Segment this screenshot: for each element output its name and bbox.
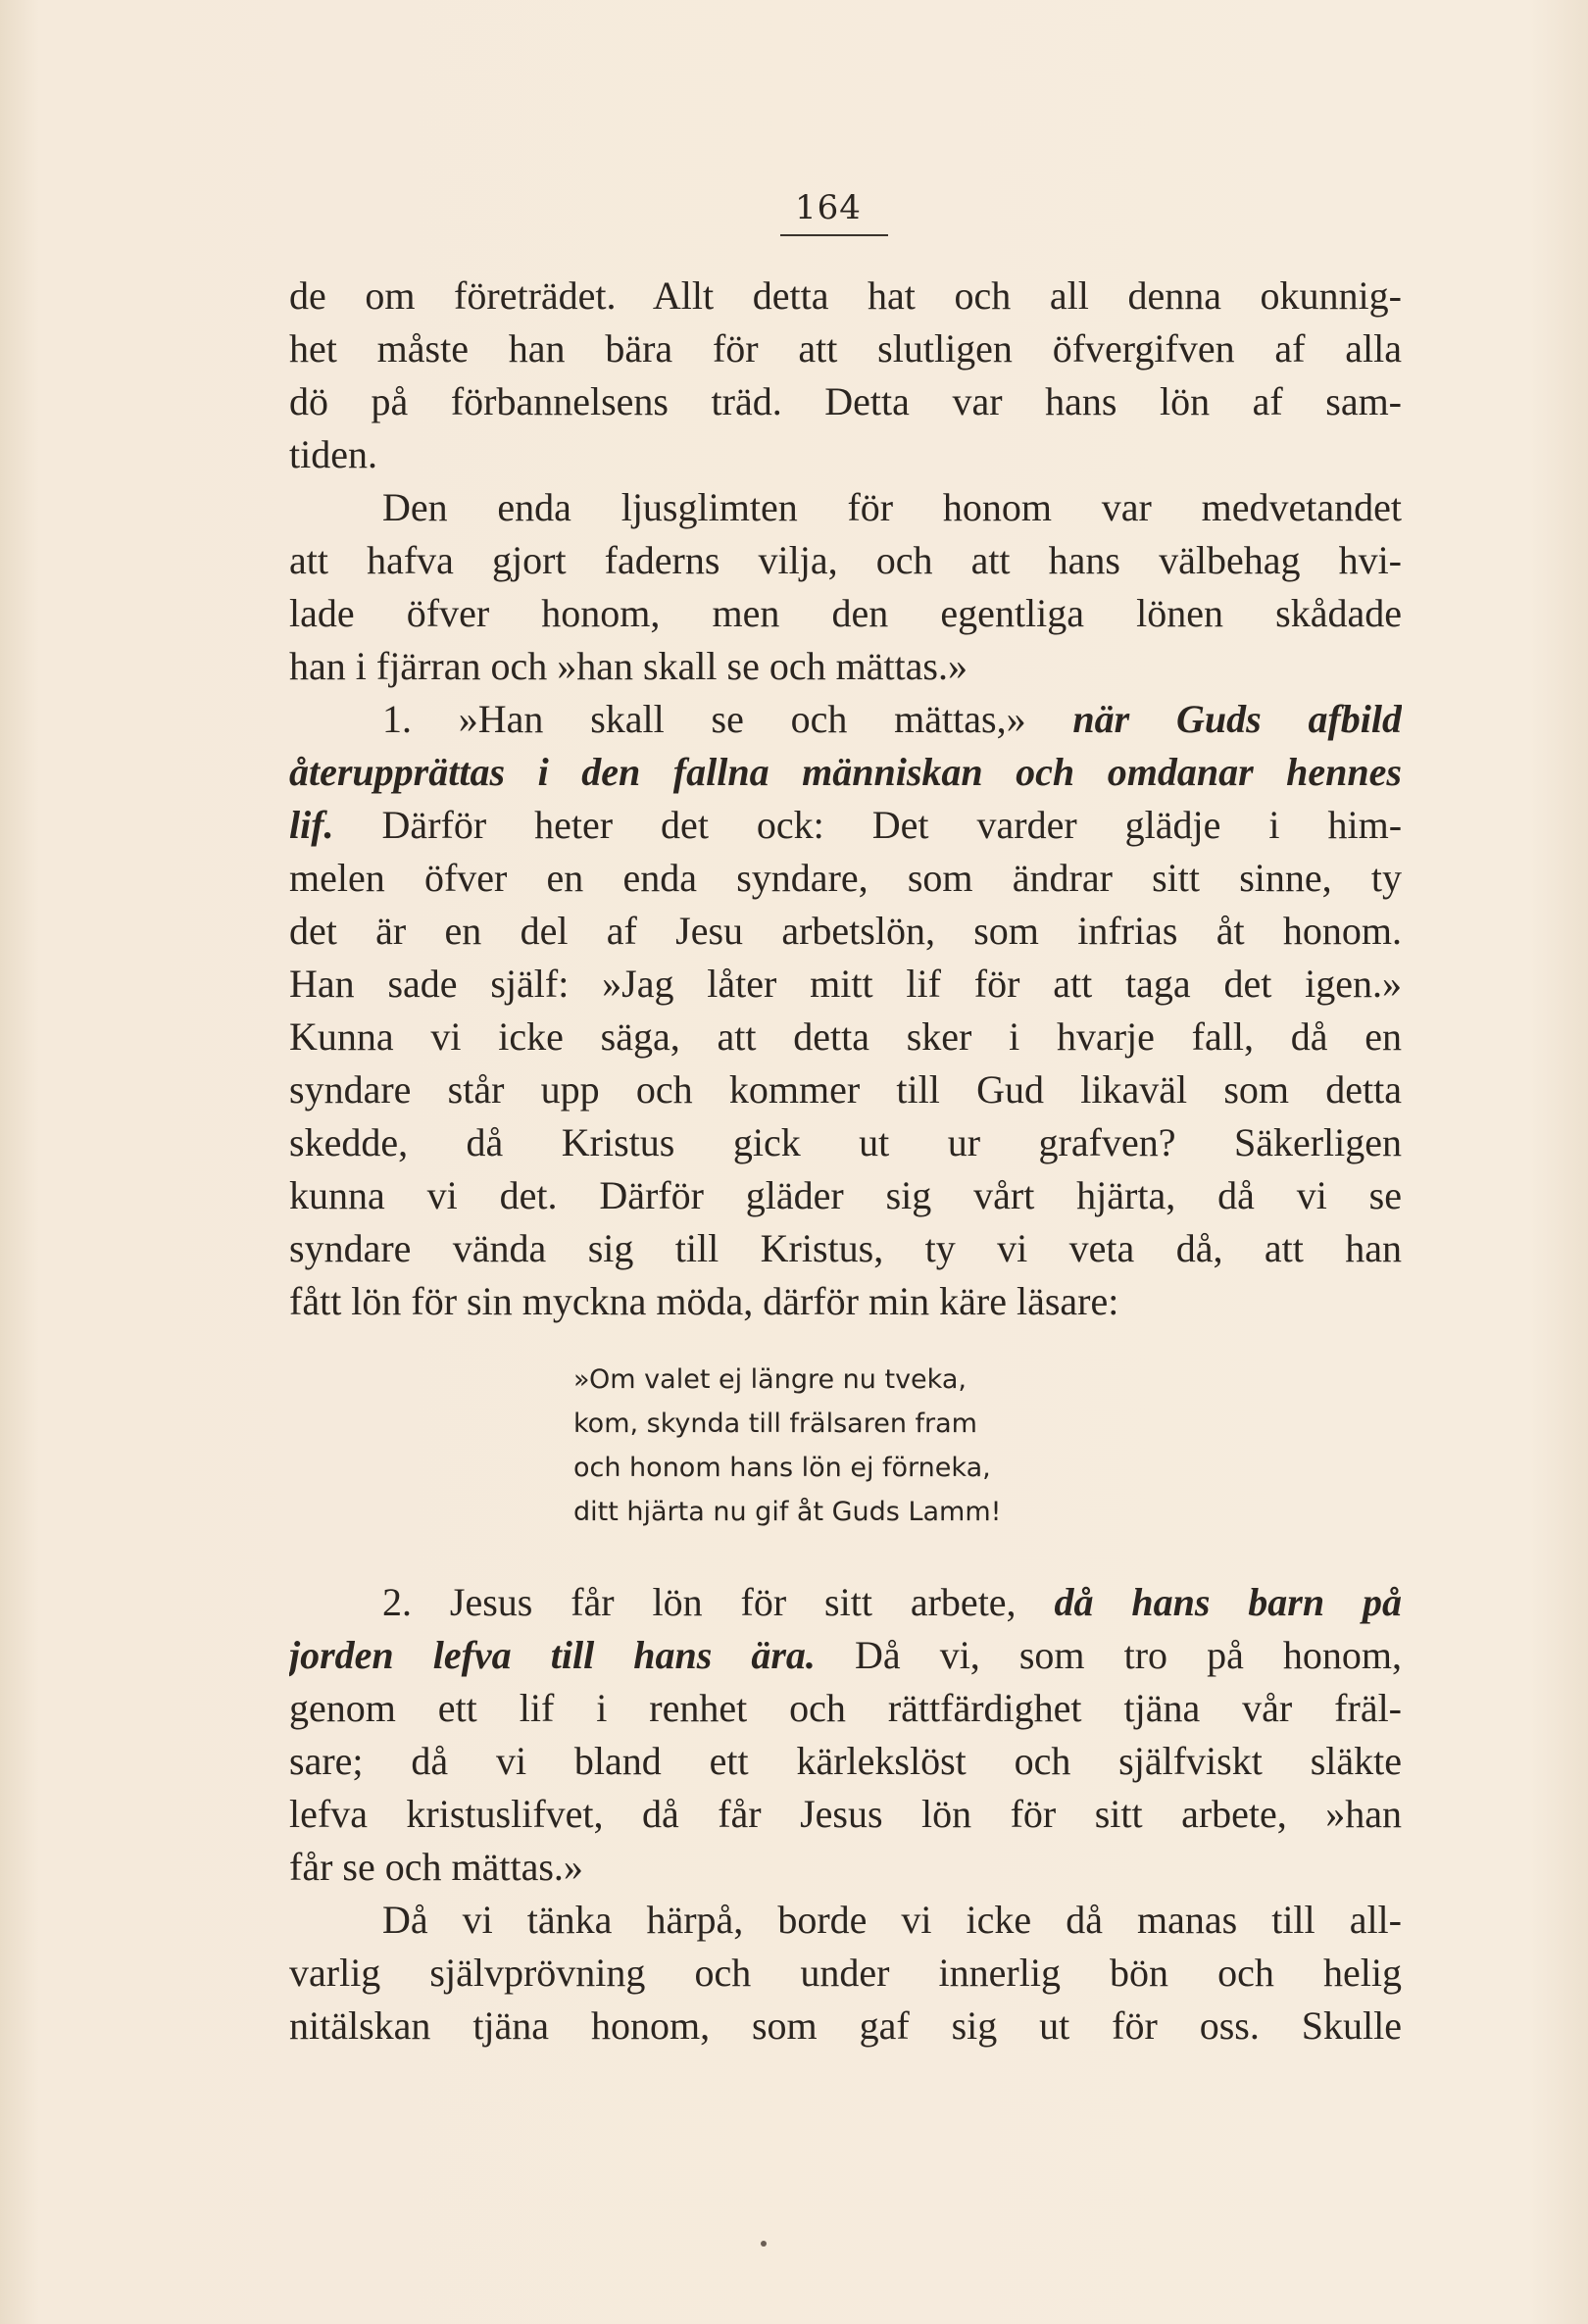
text-line: dö på förbannelsens träd. Detta var hans lön af sam- <box>289 379 1402 423</box>
ink-speck <box>761 2241 767 2247</box>
emphasis-text: när Guds afbild <box>1072 697 1402 741</box>
text-line: nitälskan tjäna honom, som gaf sig ut för oss. Skulle <box>289 2003 1402 2048</box>
text-line: lefva kristuslifvet, då får Jesus lön för sitt arbete, »han <box>289 1792 1402 1836</box>
text-line: får se och mättas.» <box>289 1845 583 1889</box>
text-line: det är en del af Jesu arbetslön, som infrias åt honom. <box>289 909 1402 953</box>
plain-text: Då vi, som tro på honom, <box>855 1633 1402 1677</box>
emphasis-text: jorden lefva till hans ära. <box>289 1633 816 1677</box>
text-line: varlig självprövning och under innerlig bön och helig <box>289 1951 1402 1995</box>
poem-line: ditt hjärta nu gif åt Guds Lamm! <box>573 1497 1002 1527</box>
text-line: Den enda ljusglimten för honom var medvetandet <box>382 485 1402 529</box>
body-text-top <box>289 270 1402 1328</box>
poem-line: kom, skynda till frälsaren fram <box>573 1409 977 1439</box>
text-line: Han sade själf: »Jag låter mitt lif för att taga det igen.» <box>289 962 1402 1006</box>
text-line: de om företrädet. Allt detta hat och all denna okunnig- <box>289 273 1402 318</box>
text-line <box>289 799 1402 852</box>
text-line: genom ett lif i renhet och rättfärdighet tjäna vår fräl- <box>289 1686 1402 1730</box>
plain-text: 2. Jesus får lön för sitt arbete, <box>382 1580 1017 1624</box>
page-number: 164 <box>795 188 862 227</box>
text-line: Kunna vi icke säga, att detta sker i hvarje fall, då en <box>289 1014 1402 1059</box>
text-line: Då vi tänka härpå, borde vi icke då manas till all- <box>382 1898 1402 1942</box>
text-line <box>289 1576 1402 1629</box>
poem-line: »Om valet ej längre nu tveka, <box>573 1364 967 1395</box>
text-line: melen öfver en enda syndare, som ändrar sitt sinne, ty <box>289 856 1402 900</box>
emphasis-line: återupprättas i den fallna människan och omdanar hennes <box>289 750 1402 794</box>
emphasis-text: lif. <box>289 803 334 847</box>
text-line: het måste han bära för att slutligen öfvergifven af alla <box>289 326 1402 371</box>
emphasis-text: då hans barn på <box>1054 1580 1402 1624</box>
plain-text: Därför heter det ock: Det varder glädje i him- <box>381 803 1402 847</box>
text-line <box>289 693 1402 746</box>
text-line: skedde, då Kristus gick ut ur grafven? Säkerligen <box>289 1120 1402 1164</box>
body-text-bottom <box>289 1576 1402 2052</box>
text-line: syndare vända sig till Kristus, ty vi veta då, att han <box>289 1226 1402 1270</box>
poem-verse <box>573 1358 1162 1534</box>
text-line: fått lön för sin myckna möda, därför min käre läsare: <box>289 1279 1119 1323</box>
poem-line: och honom hans lön ej förneka, <box>573 1453 991 1483</box>
text-line: sare; då vi bland ett kärlekslöst och själfviskt släkte <box>289 1739 1402 1783</box>
text-line: lade öfver honom, men den egentliga lönen skådade <box>289 591 1402 635</box>
text-line: syndare står upp och kommer till Gud likaväl som detta <box>289 1067 1402 1112</box>
text-line: att hafva gjort faderns vilja, och att hans välbehag hvi- <box>289 538 1402 582</box>
plain-text: 1. »Han skall se och mättas,» <box>382 697 1026 741</box>
text-line: tiden. <box>289 432 377 476</box>
page-number-rule <box>780 234 888 236</box>
text-line: kunna vi det. Därför gläder sig vårt hjärta, då vi se <box>289 1173 1402 1217</box>
text-line: han i fjärran och »han skall se och mättas.» <box>289 644 968 688</box>
text-line <box>289 1629 1402 1682</box>
